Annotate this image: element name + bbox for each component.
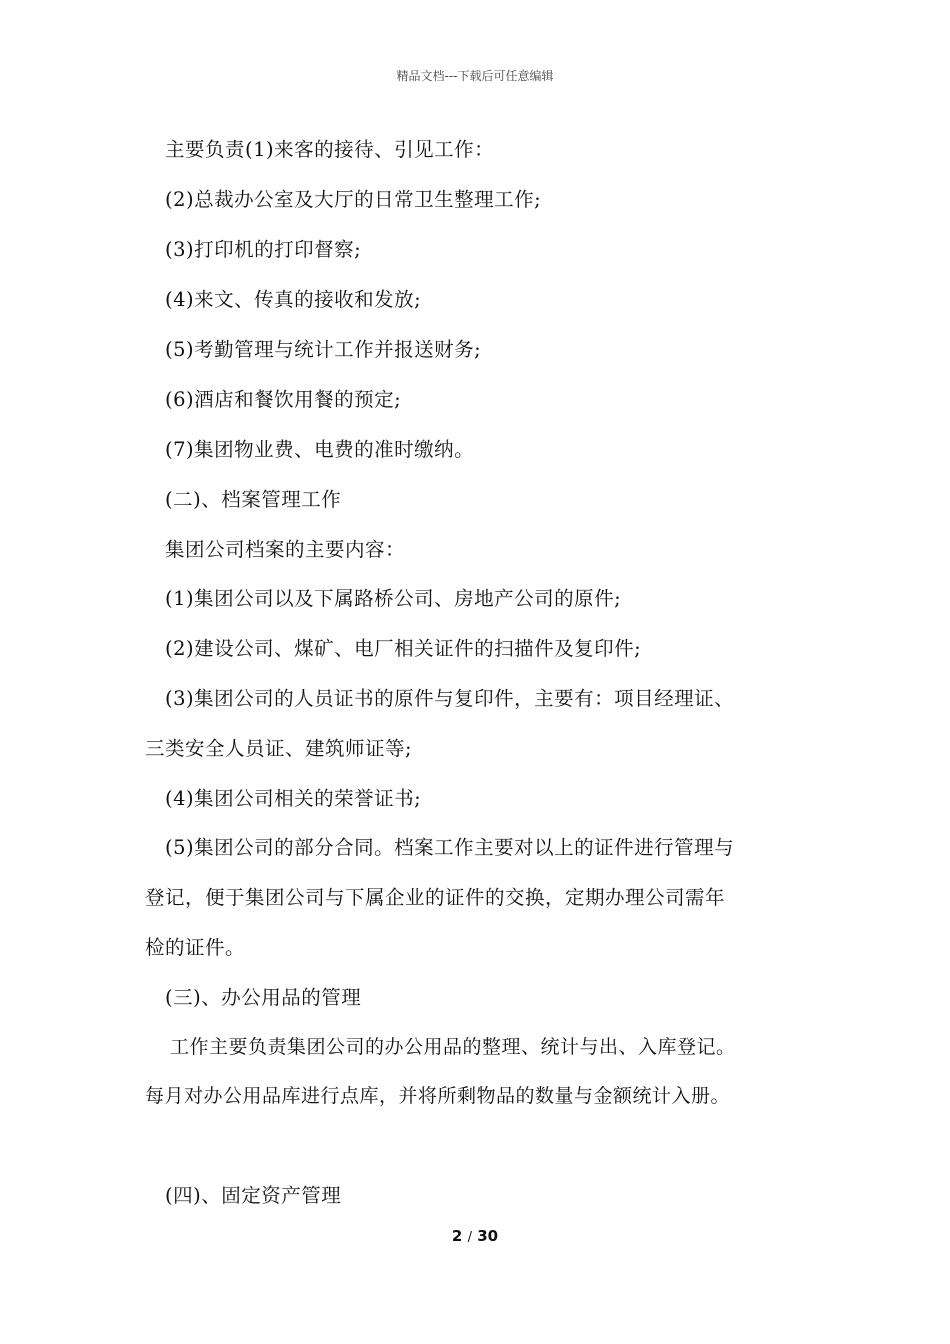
text-line: 检的证件。 xyxy=(145,936,246,959)
text-line: (4)集团公司相关的荣誉证书; xyxy=(165,787,422,810)
page-number xyxy=(0,1227,950,1245)
text-line: (2)建设公司、煤矿、电厂相关证件的扫描件及复印件; xyxy=(165,637,642,660)
text-line: 工作主要负责集团公司的办公用品的整理、统计与出、入库登记。 xyxy=(170,1036,736,1058)
text-line: (4)来文、传真的接收和发放; xyxy=(165,288,422,311)
section-heading: (四)、固定资产管理 xyxy=(165,1184,342,1207)
text-line: 每月对办公用品库进行点库，并将所剩物品的数量与金额统计入册。 xyxy=(145,1085,731,1107)
text-line: (5)集团公司的部分合同。档案工作主要对以上的证件进行管理与 xyxy=(165,836,735,859)
text-line: (2)总裁办公室及大厅的日常卫生整理工作; xyxy=(165,188,542,211)
text-line: (3)打印机的打印督察; xyxy=(165,238,362,261)
current-page: 2 xyxy=(451,1227,463,1245)
text-line: 主要负责(1)来客的接待、引见工作： xyxy=(165,138,495,161)
page-separator: / xyxy=(467,1230,472,1245)
text-line: 登记，便于集团公司与下属企业的证件的交换，定期办理公司需年 xyxy=(145,886,726,909)
text-line: (1)集团公司以及下属路桥公司、房地产公司的原件; xyxy=(165,587,622,610)
text-line: (5)考勤管理与统计工作并报送财务; xyxy=(165,338,482,361)
text-line: (6)酒店和餐饮用餐的预定; xyxy=(165,388,402,411)
page-header: 精品文档---下载后可任意编辑 xyxy=(396,69,554,83)
section-heading: (三)、办公用品的管理 xyxy=(165,986,362,1009)
text-line: (3)集团公司的人员证书的原件与复印件，主要有：项目经理证、 xyxy=(165,687,735,710)
total-pages: 30 xyxy=(477,1227,499,1245)
section-heading: (二)、档案管理工作 xyxy=(165,488,342,511)
text-line: 集团公司档案的主要内容： xyxy=(165,538,406,561)
text-line: (7)集团物业费、电费的准时缴纳。 xyxy=(165,438,475,461)
text-line: 三类安全人员证、建筑师证等; xyxy=(145,737,413,760)
